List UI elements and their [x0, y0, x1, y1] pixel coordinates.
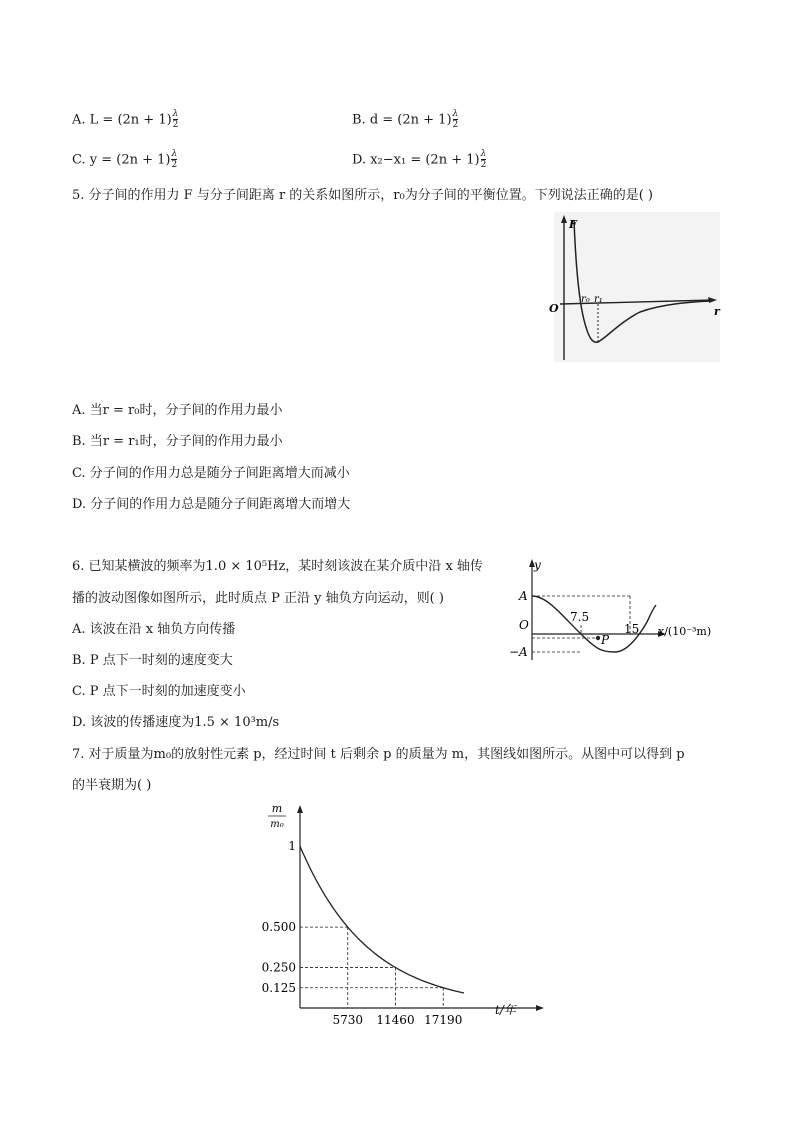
label-o: O [519, 618, 529, 632]
x-tick-label: 17190 [424, 1013, 463, 1027]
x-tick-label: 5730 [332, 1013, 364, 1027]
q4-option-b-fraction [453, 110, 459, 130]
y-tick-label: 1 [288, 839, 296, 854]
fraction-numerator: λ [480, 149, 487, 159]
q5-option-d: D. 分子间的作用力总是随分子间距离增大而增大 [72, 497, 351, 512]
label-neg-a: −A [509, 645, 528, 659]
q5-stem: 5. 分子间的作用力 F 与分子间距离 r 的关系如图所示，r₀为分子间的平衡位置。下列说法正确的是( ) [72, 188, 654, 203]
label-o: O [549, 302, 559, 315]
q4-option-d-text: D. x₂−x₁ = (2n + 1) [352, 152, 480, 168]
fraction-denominator: 2 [480, 160, 487, 170]
q4-option-c-text: C. y = (2n + 1) [72, 152, 171, 168]
q6-stem-line1: 6. 已知某横波的频率为1.0 × 10⁵Hz，某时刻该波在某介质中沿 x 轴传 [72, 559, 483, 574]
q4-option-a [72, 110, 178, 130]
q6-option-b: B. P 点下一时刻的速度变大 [72, 653, 233, 668]
fraction-numerator: λ [452, 109, 459, 119]
tick-7-5: 7.5 [570, 610, 590, 624]
x-axis-label: t/年 [495, 1003, 516, 1017]
fraction-numerator: λ [172, 109, 179, 119]
point-p [596, 636, 600, 640]
q6-option-d: D. 该波的传播速度为1.5 × 10³m/s [72, 715, 280, 730]
q4-option-b [352, 110, 458, 130]
label-r1: r₁ [594, 294, 603, 305]
q6-option-a: A. 该波在沿 x 轴负方向传播 [72, 622, 236, 637]
label-f: F [569, 218, 577, 231]
q5-option-a: A. 当r = r₀时，分子间的作用力最小 [72, 403, 283, 418]
tick-15: 15 [624, 622, 640, 636]
fraction-denominator: 2 [172, 120, 179, 130]
fraction-denominator: 2 [452, 120, 459, 130]
q4-option-b-text: B. d = (2n + 1) [352, 112, 452, 128]
y-tick-label: 0.250 [261, 960, 296, 975]
q6-wave-figure [500, 555, 730, 665]
q4-option-d [352, 150, 486, 170]
grid-lines [300, 927, 443, 1008]
q4-option-a-text: A. L = (2n + 1) [72, 112, 172, 128]
y-label-numerator: m [271, 802, 283, 815]
q7-stem-line1: 7. 对于质量为m₀的放射性元素 p，经过时间 t 后剩余 p 的质量为 m，其图线如图所示。从图中可以得到 p [72, 747, 685, 762]
q4-option-c-fraction [171, 150, 177, 170]
label-y: y [534, 558, 541, 572]
y-label-denominator: m₀ [270, 819, 284, 830]
y-tick-label: 0.500 [261, 920, 296, 935]
x-tick-label: 11460 [376, 1013, 415, 1027]
q4-option-d-fraction [481, 150, 487, 170]
decay-curve [300, 846, 464, 993]
q7-stem-line2: 的半衰期为( ) [72, 778, 152, 793]
y-axis-arrow [297, 805, 303, 813]
label-r0: r₀ [581, 294, 590, 305]
y-tick-label: 0.125 [261, 980, 296, 995]
q6-stem-line2: 播的波动图像如图所示，此时质点 P 正沿 y 轴负方向运动，则( ) [72, 591, 444, 606]
q4-option-a-fraction [173, 110, 179, 130]
x-axis-label: x/(10⁻³m) [658, 625, 712, 638]
fraction-denominator: 2 [171, 160, 178, 170]
tick-labels [262, 839, 463, 1027]
label-a: A [519, 589, 528, 603]
fraction-numerator: λ [171, 149, 178, 159]
q5-option-c: C. 分子间的作用力总是随分子间距离增大而减小 [72, 466, 350, 481]
q5-force-distance-figure [540, 212, 730, 362]
q4-option-c [72, 150, 177, 170]
label-p: P [601, 633, 610, 647]
x-axis-arrow [536, 1005, 544, 1011]
q7-decay-chart [255, 800, 545, 1025]
q5-option-b: B. 当r = r₁时，分子间的作用力最小 [72, 434, 283, 449]
label-r: r [714, 305, 720, 318]
q6-option-c: C. P 点下一时刻的加速度变小 [72, 684, 246, 699]
